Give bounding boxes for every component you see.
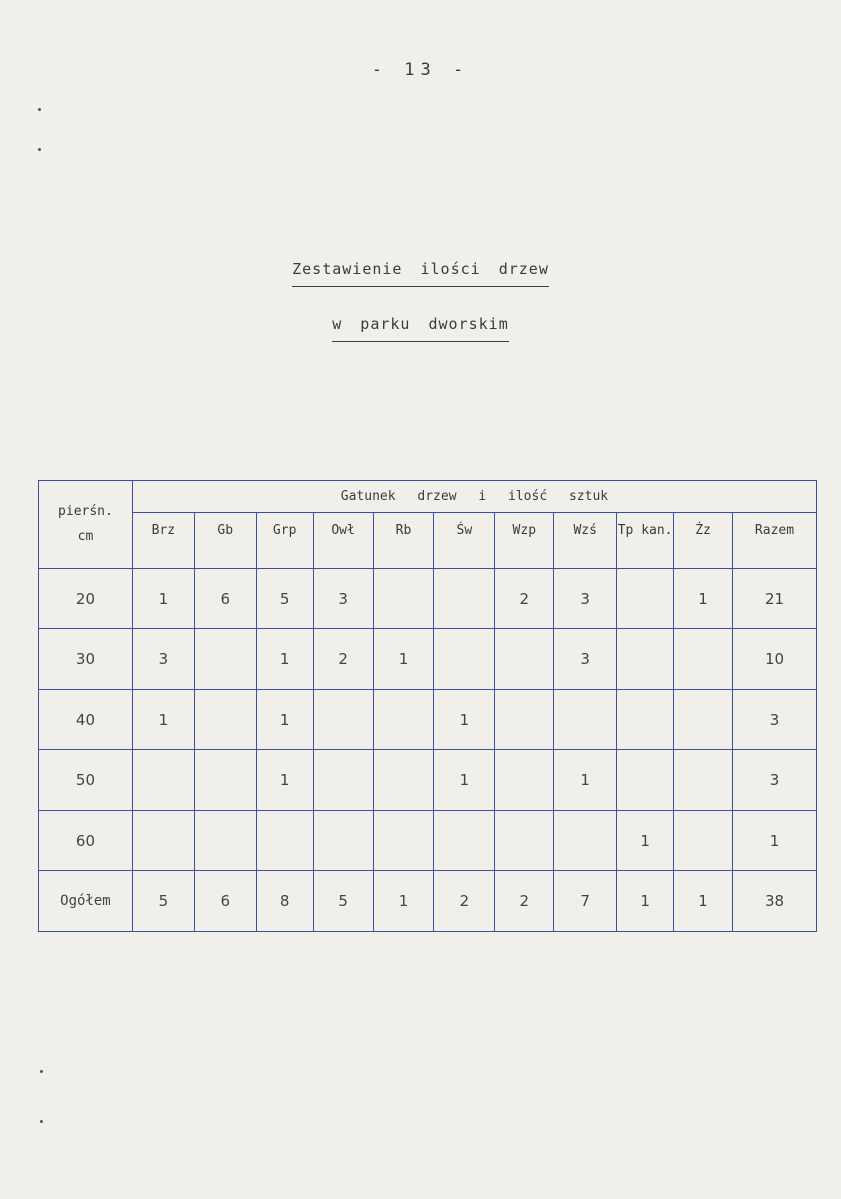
column-header: Rb — [373, 513, 434, 568]
column-header-row — [39, 513, 817, 568]
row-label: 50 — [39, 750, 133, 811]
column-header: Wzp — [495, 513, 554, 568]
diameter-header-cell — [39, 481, 133, 569]
table-cell: 38 — [733, 871, 817, 932]
table-row — [39, 689, 817, 750]
table-cell: 1 — [256, 750, 313, 811]
row-label: 40 — [39, 689, 133, 750]
column-header: Owł — [313, 513, 373, 568]
table-cell — [617, 750, 674, 811]
document-title — [0, 260, 841, 287]
table-cell: 2 — [495, 871, 554, 932]
table-cell: 1 — [434, 750, 495, 811]
page-number: - 13 - — [371, 60, 470, 80]
table-cell — [674, 689, 733, 750]
table-cell: 1 — [373, 871, 434, 932]
title-line-2: w parku dworskim — [332, 315, 509, 342]
row-label: Ogółem — [39, 871, 133, 932]
table-cell: 10 — [733, 629, 817, 690]
row-label: 60 — [39, 810, 133, 871]
table-cell — [132, 750, 194, 811]
table-cell — [434, 629, 495, 690]
table-cell — [674, 810, 733, 871]
column-header: Tp kan. — [617, 513, 674, 568]
table-cell: 3 — [554, 568, 617, 629]
table-cell: 8 — [256, 871, 313, 932]
table-cell: 21 — [733, 568, 817, 629]
table-cell — [495, 750, 554, 811]
table-cell — [194, 810, 256, 871]
table-cell: 6 — [194, 871, 256, 932]
document-subtitle — [0, 315, 841, 342]
table-cell: 1 — [132, 689, 194, 750]
table-cell: 5 — [256, 568, 313, 629]
table-cell — [373, 568, 434, 629]
table-cell: 1 — [256, 629, 313, 690]
table-cell — [373, 689, 434, 750]
table-cell — [434, 568, 495, 629]
table-cell — [373, 810, 434, 871]
column-header: Św — [434, 513, 495, 568]
diameter-header-line-1: pierśn. — [58, 504, 113, 520]
scan-speck — [40, 1120, 43, 1123]
table-cell: 1 — [617, 810, 674, 871]
table-cell — [617, 568, 674, 629]
table-cell: 5 — [313, 871, 373, 932]
column-header: Żz — [674, 513, 733, 568]
table-cell — [313, 689, 373, 750]
table-row — [39, 750, 817, 811]
table-cell: 2 — [434, 871, 495, 932]
table-cell: 6 — [194, 568, 256, 629]
table-row — [39, 629, 817, 690]
table-cell: 7 — [554, 871, 617, 932]
table-cell — [495, 689, 554, 750]
table-cell: 2 — [495, 568, 554, 629]
diameter-header-line-2: cm — [77, 529, 94, 545]
column-header: Wzś — [554, 513, 617, 568]
row-label: 30 — [39, 629, 133, 690]
table-cell — [194, 629, 256, 690]
table-cell: 2 — [313, 629, 373, 690]
table-cell: 1 — [256, 689, 313, 750]
table-row — [39, 568, 817, 629]
row-label: 20 — [39, 568, 133, 629]
table-cell — [674, 750, 733, 811]
table-cell: 1 — [554, 750, 617, 811]
tree-count-table — [38, 480, 817, 932]
table-cell — [617, 689, 674, 750]
table-cell — [554, 810, 617, 871]
table-cell — [617, 629, 674, 690]
column-header: Gb — [194, 513, 256, 568]
species-group-header: Gatunek drzew i ilość sztuk — [132, 481, 816, 513]
table-cell: 5 — [132, 871, 194, 932]
table-cell — [194, 750, 256, 811]
table-cell: 3 — [733, 750, 817, 811]
table-cell — [313, 810, 373, 871]
table-cell — [554, 689, 617, 750]
table-cell: 1 — [617, 871, 674, 932]
table-cell — [132, 810, 194, 871]
table-row — [39, 871, 817, 932]
table-cell — [495, 810, 554, 871]
table-body — [39, 568, 817, 931]
column-header: Razem — [733, 513, 817, 568]
scan-speck — [40, 1070, 43, 1073]
table-cell — [194, 689, 256, 750]
table-cell — [674, 629, 733, 690]
column-header: Brz — [132, 513, 194, 568]
table-row — [39, 810, 817, 871]
table-cell: 1 — [733, 810, 817, 871]
table-cell: 3 — [554, 629, 617, 690]
table-cell: 1 — [674, 871, 733, 932]
scan-speck — [38, 108, 41, 111]
column-header: Grp — [256, 513, 313, 568]
table-cell: 1 — [674, 568, 733, 629]
table-cell — [495, 629, 554, 690]
table-cell — [373, 750, 434, 811]
table-cell: 1 — [434, 689, 495, 750]
scan-speck — [38, 148, 41, 151]
table-cell: 3 — [132, 629, 194, 690]
table-cell — [256, 810, 313, 871]
table-cell: 3 — [733, 689, 817, 750]
table-cell: 1 — [132, 568, 194, 629]
table-cell — [434, 810, 495, 871]
table-cell — [313, 750, 373, 811]
table-cell: 3 — [313, 568, 373, 629]
table-cell: 1 — [373, 629, 434, 690]
title-line-1: Zestawienie ilości drzew — [292, 260, 549, 287]
